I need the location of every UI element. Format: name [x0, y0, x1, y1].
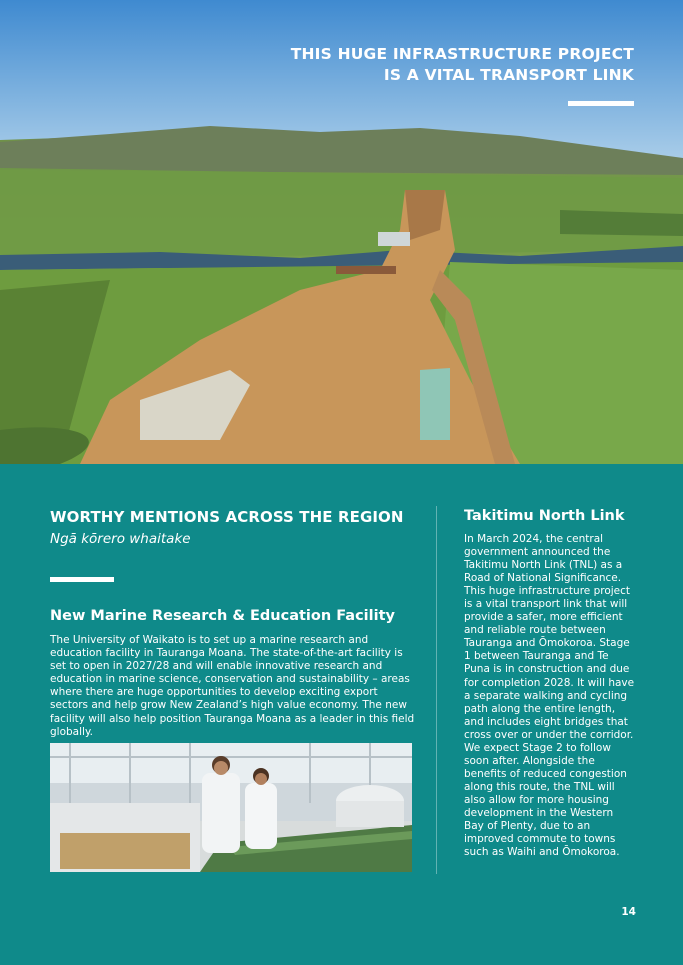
hero-caption-line-2: IS A VITAL TRANSPORT LINK — [383, 66, 634, 84]
hero-caption-line-1: THIS HUGE INFRASTRUCTURE PROJECT — [290, 45, 634, 63]
column-divider — [436, 506, 437, 874]
page-number: 14 — [621, 906, 636, 918]
hero-caption — [291, 44, 634, 86]
section-divider — [50, 577, 114, 582]
hero-aerial-photo — [0, 0, 683, 464]
tnl-body: In March 2024, the central government announced the Takitimu North Link (TNL) as a Road of National Significance. This huge infrastructure project is a vital transport link that will provide a safer, more efficient and reliable route between Tauranga and Ōmokoroa. Stage 1 between Tauranga and Te Puna is in construction and due for completion 2028. It will have a separate walking and cycling path along the entire length, and includes eight bridges that cross over or under the corridor. We expect Stage 2 to follow soon after. Alongside the benefits of reduced congestion along this route, the TNL will also allow for more housing development in the Western Bay of Plenty, due to an improved commute to towns such as Waihi and Ōmokoroa. — [464, 533, 635, 859]
hero-divider — [568, 101, 634, 106]
marine-lab-photo — [50, 743, 412, 872]
takitimu-north-link-section — [464, 506, 636, 859]
section-subtitle: Ngā kōrero whaitake — [50, 531, 191, 547]
regional-mentions-section — [50, 507, 418, 739]
tnl-heading: Takitimu North Link — [464, 508, 625, 524]
facility-body: The University of Waikato is to set up a marine research and education facility in Tauranga Moana. The state-of-the-art facility is set to open in 2027/28 and will enable innovative research and education in marine science, conservation and sustainability – areas where there are huge opportunities to develop exciting export sectors and help grow New Zealand’s high value economy. The new facility will also help position Tauranga Moana as a leader in this field globally. — [50, 634, 415, 738]
facility-heading: New Marine Research & Education Facility — [50, 608, 395, 624]
marine-lab-photo-icon — [50, 743, 412, 872]
section-title: WORTHY MENTIONS ACROSS THE REGION — [50, 508, 404, 526]
